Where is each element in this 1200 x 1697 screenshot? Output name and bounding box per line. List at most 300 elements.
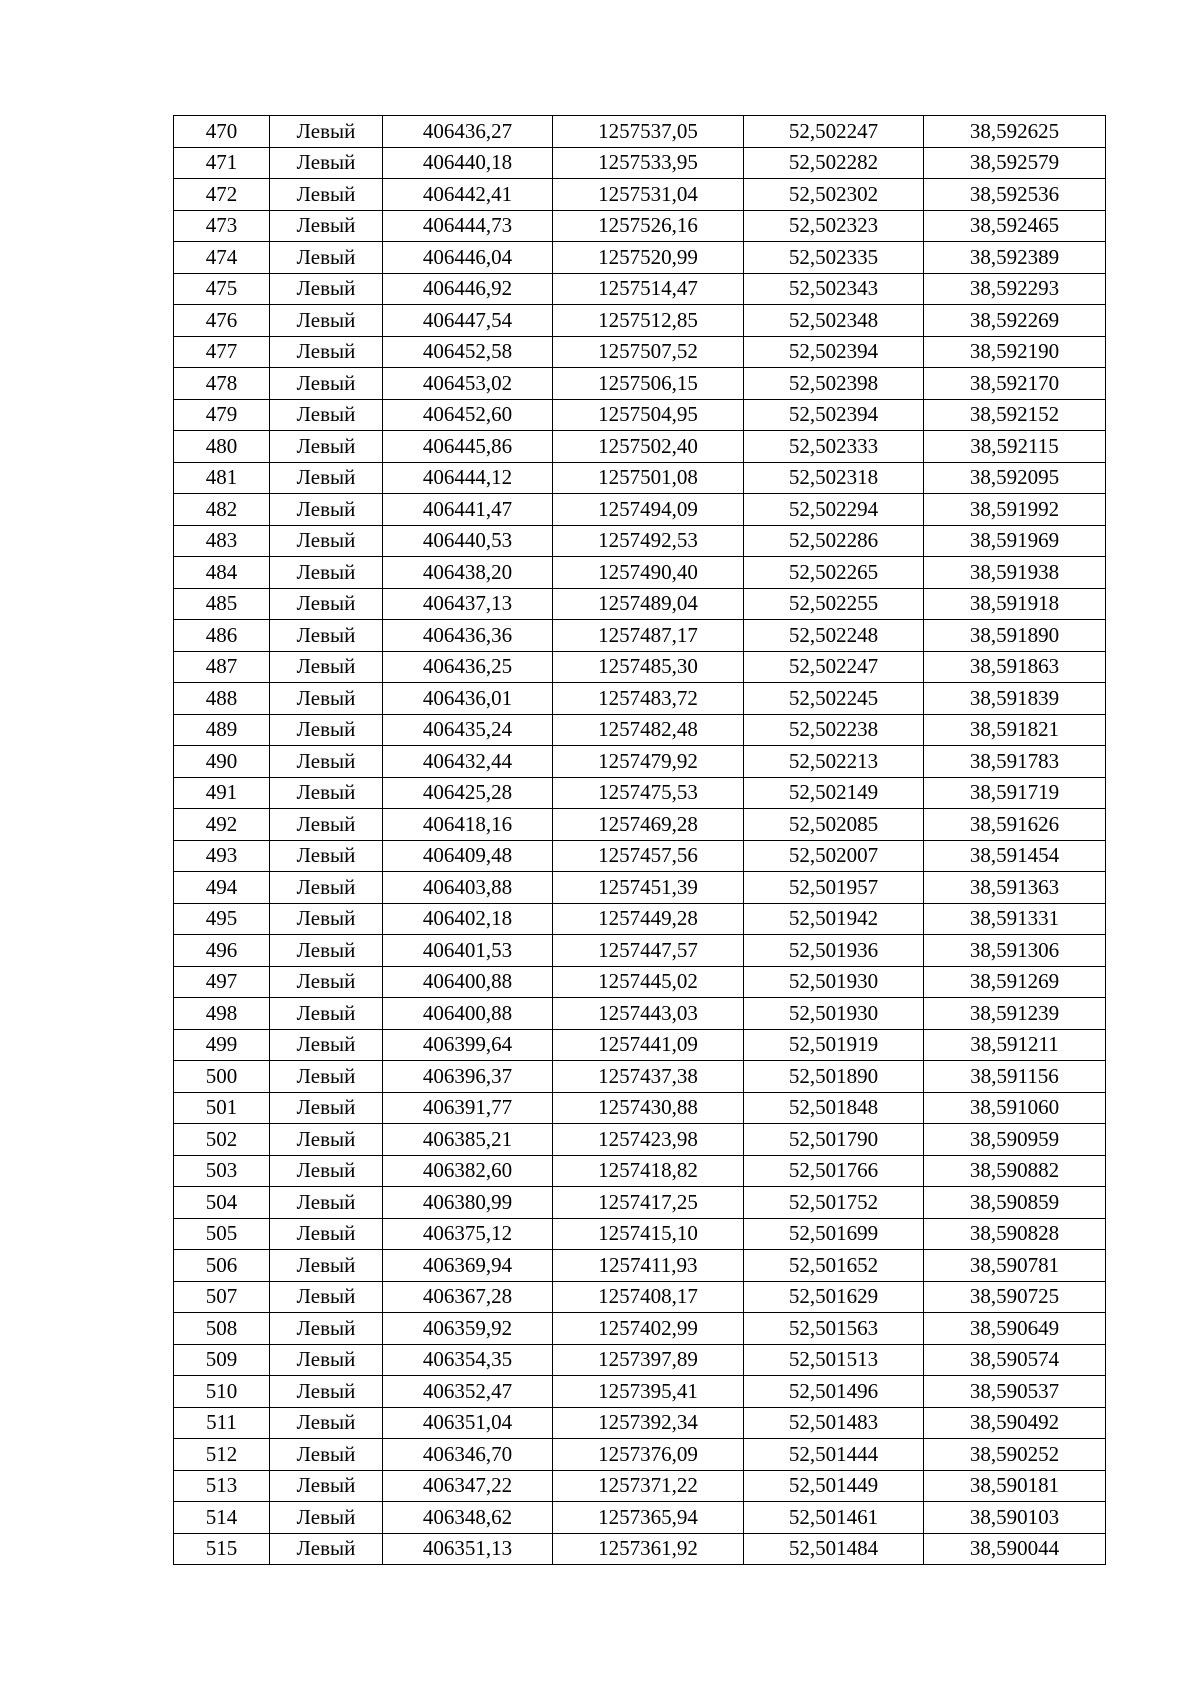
point-number-cell: 499 bbox=[174, 1029, 270, 1061]
table-row bbox=[174, 399, 1106, 431]
side-cell: Левый bbox=[270, 903, 383, 935]
longitude-cell: 38,592190 bbox=[924, 336, 1106, 368]
table-row bbox=[174, 777, 1106, 809]
x-coordinate-cell: 406438,20 bbox=[383, 557, 553, 589]
y-coordinate-cell: 1257397,89 bbox=[553, 1344, 744, 1376]
y-coordinate-cell: 1257526,16 bbox=[553, 210, 744, 242]
y-coordinate-cell: 1257504,95 bbox=[553, 399, 744, 431]
x-coordinate-cell: 406436,36 bbox=[383, 620, 553, 652]
side-cell: Левый bbox=[270, 462, 383, 494]
x-coordinate-cell: 406432,44 bbox=[383, 746, 553, 778]
side-cell: Левый bbox=[270, 1218, 383, 1250]
latitude-cell: 52,501957 bbox=[744, 872, 924, 904]
x-coordinate-cell: 406409,48 bbox=[383, 840, 553, 872]
y-coordinate-cell: 1257537,05 bbox=[553, 116, 744, 148]
table-row bbox=[174, 1313, 1106, 1345]
table-row bbox=[174, 494, 1106, 526]
longitude-cell: 38,591060 bbox=[924, 1092, 1106, 1124]
side-cell: Левый bbox=[270, 714, 383, 746]
y-coordinate-cell: 1257415,10 bbox=[553, 1218, 744, 1250]
longitude-cell: 38,590725 bbox=[924, 1281, 1106, 1313]
y-coordinate-cell: 1257502,40 bbox=[553, 431, 744, 463]
side-cell: Левый bbox=[270, 1313, 383, 1345]
y-coordinate-cell: 1257469,28 bbox=[553, 809, 744, 841]
longitude-cell: 38,591863 bbox=[924, 651, 1106, 683]
side-cell: Левый bbox=[270, 1061, 383, 1093]
table-row bbox=[174, 1439, 1106, 1471]
x-coordinate-cell: 406385,21 bbox=[383, 1124, 553, 1156]
y-coordinate-cell: 1257447,57 bbox=[553, 935, 744, 967]
side-cell: Левый bbox=[270, 494, 383, 526]
longitude-cell: 38,591306 bbox=[924, 935, 1106, 967]
x-coordinate-cell: 406351,13 bbox=[383, 1533, 553, 1565]
point-number-cell: 488 bbox=[174, 683, 270, 715]
point-number-cell: 475 bbox=[174, 273, 270, 305]
latitude-cell: 52,502323 bbox=[744, 210, 924, 242]
point-number-cell: 501 bbox=[174, 1092, 270, 1124]
y-coordinate-cell: 1257402,99 bbox=[553, 1313, 744, 1345]
longitude-cell: 38,592465 bbox=[924, 210, 1106, 242]
y-coordinate-cell: 1257479,92 bbox=[553, 746, 744, 778]
longitude-cell: 38,591363 bbox=[924, 872, 1106, 904]
x-coordinate-cell: 406446,04 bbox=[383, 242, 553, 274]
y-coordinate-cell: 1257418,82 bbox=[553, 1155, 744, 1187]
side-cell: Левый bbox=[270, 368, 383, 400]
latitude-cell: 52,501629 bbox=[744, 1281, 924, 1313]
y-coordinate-cell: 1257392,34 bbox=[553, 1407, 744, 1439]
y-coordinate-cell: 1257423,98 bbox=[553, 1124, 744, 1156]
latitude-cell: 52,502343 bbox=[744, 273, 924, 305]
side-cell: Левый bbox=[270, 210, 383, 242]
y-coordinate-cell: 1257408,17 bbox=[553, 1281, 744, 1313]
latitude-cell: 52,501652 bbox=[744, 1250, 924, 1282]
point-number-cell: 473 bbox=[174, 210, 270, 242]
x-coordinate-cell: 406400,88 bbox=[383, 998, 553, 1030]
x-coordinate-cell: 406437,13 bbox=[383, 588, 553, 620]
y-coordinate-cell: 1257490,40 bbox=[553, 557, 744, 589]
x-coordinate-cell: 406351,04 bbox=[383, 1407, 553, 1439]
longitude-cell: 38,591992 bbox=[924, 494, 1106, 526]
longitude-cell: 38,590103 bbox=[924, 1502, 1106, 1534]
x-coordinate-cell: 406452,60 bbox=[383, 399, 553, 431]
point-number-cell: 511 bbox=[174, 1407, 270, 1439]
latitude-cell: 52,502302 bbox=[744, 179, 924, 211]
side-cell: Левый bbox=[270, 1533, 383, 1565]
latitude-cell: 52,501513 bbox=[744, 1344, 924, 1376]
longitude-cell: 38,591839 bbox=[924, 683, 1106, 715]
longitude-cell: 38,590959 bbox=[924, 1124, 1106, 1156]
longitude-cell: 38,592170 bbox=[924, 368, 1106, 400]
latitude-cell: 52,502318 bbox=[744, 462, 924, 494]
latitude-cell: 52,502248 bbox=[744, 620, 924, 652]
side-cell: Левый bbox=[270, 1250, 383, 1282]
table-row bbox=[174, 1281, 1106, 1313]
longitude-cell: 38,591783 bbox=[924, 746, 1106, 778]
x-coordinate-cell: 406346,70 bbox=[383, 1439, 553, 1471]
table-row bbox=[174, 242, 1106, 274]
x-coordinate-cell: 406354,35 bbox=[383, 1344, 553, 1376]
latitude-cell: 52,501942 bbox=[744, 903, 924, 935]
longitude-cell: 38,590492 bbox=[924, 1407, 1106, 1439]
x-coordinate-cell: 406382,60 bbox=[383, 1155, 553, 1187]
point-number-cell: 477 bbox=[174, 336, 270, 368]
table-row bbox=[174, 588, 1106, 620]
latitude-cell: 52,501461 bbox=[744, 1502, 924, 1534]
latitude-cell: 52,502247 bbox=[744, 651, 924, 683]
longitude-cell: 38,592152 bbox=[924, 399, 1106, 431]
longitude-cell: 38,591239 bbox=[924, 998, 1106, 1030]
x-coordinate-cell: 406375,12 bbox=[383, 1218, 553, 1250]
latitude-cell: 52,501936 bbox=[744, 935, 924, 967]
point-number-cell: 502 bbox=[174, 1124, 270, 1156]
x-coordinate-cell: 406403,88 bbox=[383, 872, 553, 904]
latitude-cell: 52,502007 bbox=[744, 840, 924, 872]
latitude-cell: 52,502282 bbox=[744, 147, 924, 179]
y-coordinate-cell: 1257514,47 bbox=[553, 273, 744, 305]
y-coordinate-cell: 1257485,30 bbox=[553, 651, 744, 683]
longitude-cell: 38,592269 bbox=[924, 305, 1106, 337]
table-row bbox=[174, 872, 1106, 904]
side-cell: Левый bbox=[270, 588, 383, 620]
side-cell: Левый bbox=[270, 872, 383, 904]
table-row bbox=[174, 336, 1106, 368]
latitude-cell: 52,501563 bbox=[744, 1313, 924, 1345]
side-cell: Левый bbox=[270, 809, 383, 841]
latitude-cell: 52,502085 bbox=[744, 809, 924, 841]
table-row bbox=[174, 557, 1106, 589]
latitude-cell: 52,502335 bbox=[744, 242, 924, 274]
longitude-cell: 38,591821 bbox=[924, 714, 1106, 746]
point-number-cell: 485 bbox=[174, 588, 270, 620]
side-cell: Левый bbox=[270, 336, 383, 368]
side-cell: Левый bbox=[270, 840, 383, 872]
point-number-cell: 486 bbox=[174, 620, 270, 652]
y-coordinate-cell: 1257437,38 bbox=[553, 1061, 744, 1093]
longitude-cell: 38,591331 bbox=[924, 903, 1106, 935]
table-row bbox=[174, 1502, 1106, 1534]
side-cell: Левый bbox=[270, 1344, 383, 1376]
longitude-cell: 38,592389 bbox=[924, 242, 1106, 274]
side-cell: Левый bbox=[270, 1155, 383, 1187]
x-coordinate-cell: 406441,47 bbox=[383, 494, 553, 526]
latitude-cell: 52,502398 bbox=[744, 368, 924, 400]
side-cell: Левый bbox=[270, 242, 383, 274]
point-number-cell: 512 bbox=[174, 1439, 270, 1471]
y-coordinate-cell: 1257395,41 bbox=[553, 1376, 744, 1408]
x-coordinate-cell: 406391,77 bbox=[383, 1092, 553, 1124]
table-row bbox=[174, 998, 1106, 1030]
latitude-cell: 52,501930 bbox=[744, 998, 924, 1030]
point-number-cell: 513 bbox=[174, 1470, 270, 1502]
y-coordinate-cell: 1257520,99 bbox=[553, 242, 744, 274]
y-coordinate-cell: 1257441,09 bbox=[553, 1029, 744, 1061]
table-row bbox=[174, 1250, 1106, 1282]
side-cell: Левый bbox=[270, 1092, 383, 1124]
x-coordinate-cell: 406352,47 bbox=[383, 1376, 553, 1408]
side-cell: Левый bbox=[270, 1439, 383, 1471]
point-number-cell: 474 bbox=[174, 242, 270, 274]
longitude-cell: 38,591918 bbox=[924, 588, 1106, 620]
y-coordinate-cell: 1257494,09 bbox=[553, 494, 744, 526]
table-row bbox=[174, 683, 1106, 715]
point-number-cell: 484 bbox=[174, 557, 270, 589]
side-cell: Левый bbox=[270, 273, 383, 305]
side-cell: Левый bbox=[270, 683, 383, 715]
table-row bbox=[174, 210, 1106, 242]
longitude-cell: 38,590537 bbox=[924, 1376, 1106, 1408]
table-row bbox=[174, 179, 1106, 211]
side-cell: Левый bbox=[270, 1124, 383, 1156]
table-row bbox=[174, 1218, 1106, 1250]
longitude-cell: 38,592293 bbox=[924, 273, 1106, 305]
side-cell: Левый bbox=[270, 179, 383, 211]
point-number-cell: 481 bbox=[174, 462, 270, 494]
side-cell: Левый bbox=[270, 1407, 383, 1439]
table-row bbox=[174, 462, 1106, 494]
table-row bbox=[174, 273, 1106, 305]
table-row bbox=[174, 1187, 1106, 1219]
y-coordinate-cell: 1257365,94 bbox=[553, 1502, 744, 1534]
longitude-cell: 38,591938 bbox=[924, 557, 1106, 589]
y-coordinate-cell: 1257501,08 bbox=[553, 462, 744, 494]
side-cell: Левый bbox=[270, 1029, 383, 1061]
side-cell: Левый bbox=[270, 966, 383, 998]
point-number-cell: 497 bbox=[174, 966, 270, 998]
latitude-cell: 52,502394 bbox=[744, 336, 924, 368]
latitude-cell: 52,501790 bbox=[744, 1124, 924, 1156]
table-row bbox=[174, 1029, 1106, 1061]
x-coordinate-cell: 406444,12 bbox=[383, 462, 553, 494]
point-number-cell: 493 bbox=[174, 840, 270, 872]
table-row bbox=[174, 966, 1106, 998]
longitude-cell: 38,592625 bbox=[924, 116, 1106, 148]
table-row bbox=[174, 809, 1106, 841]
side-cell: Левый bbox=[270, 147, 383, 179]
longitude-cell: 38,590781 bbox=[924, 1250, 1106, 1282]
latitude-cell: 52,501496 bbox=[744, 1376, 924, 1408]
point-number-cell: 503 bbox=[174, 1155, 270, 1187]
longitude-cell: 38,592536 bbox=[924, 179, 1106, 211]
table-row bbox=[174, 620, 1106, 652]
y-coordinate-cell: 1257487,17 bbox=[553, 620, 744, 652]
longitude-cell: 38,592579 bbox=[924, 147, 1106, 179]
table-row bbox=[174, 903, 1106, 935]
table-row bbox=[174, 840, 1106, 872]
x-coordinate-cell: 406442,41 bbox=[383, 179, 553, 211]
table-row bbox=[174, 1344, 1106, 1376]
latitude-cell: 52,502348 bbox=[744, 305, 924, 337]
x-coordinate-cell: 406396,37 bbox=[383, 1061, 553, 1093]
side-cell: Левый bbox=[270, 998, 383, 1030]
latitude-cell: 52,501484 bbox=[744, 1533, 924, 1565]
point-number-cell: 495 bbox=[174, 903, 270, 935]
table-row bbox=[174, 1470, 1106, 1502]
table-row bbox=[174, 305, 1106, 337]
point-number-cell: 478 bbox=[174, 368, 270, 400]
latitude-cell: 52,502394 bbox=[744, 399, 924, 431]
side-cell: Левый bbox=[270, 557, 383, 589]
longitude-cell: 38,591211 bbox=[924, 1029, 1106, 1061]
latitude-cell: 52,501848 bbox=[744, 1092, 924, 1124]
x-coordinate-cell: 406425,28 bbox=[383, 777, 553, 809]
table-row bbox=[174, 1155, 1106, 1187]
side-cell: Левый bbox=[270, 1281, 383, 1313]
y-coordinate-cell: 1257376,09 bbox=[553, 1439, 744, 1471]
y-coordinate-cell: 1257533,95 bbox=[553, 147, 744, 179]
point-number-cell: 498 bbox=[174, 998, 270, 1030]
coordinates-table-body bbox=[174, 116, 1106, 1565]
side-cell: Левый bbox=[270, 935, 383, 967]
side-cell: Левый bbox=[270, 651, 383, 683]
latitude-cell: 52,501752 bbox=[744, 1187, 924, 1219]
latitude-cell: 52,501930 bbox=[744, 966, 924, 998]
point-number-cell: 494 bbox=[174, 872, 270, 904]
longitude-cell: 38,591626 bbox=[924, 809, 1106, 841]
point-number-cell: 489 bbox=[174, 714, 270, 746]
x-coordinate-cell: 406418,16 bbox=[383, 809, 553, 841]
x-coordinate-cell: 406367,28 bbox=[383, 1281, 553, 1313]
y-coordinate-cell: 1257449,28 bbox=[553, 903, 744, 935]
side-cell: Левый bbox=[270, 431, 383, 463]
point-number-cell: 479 bbox=[174, 399, 270, 431]
point-number-cell: 491 bbox=[174, 777, 270, 809]
longitude-cell: 38,591890 bbox=[924, 620, 1106, 652]
table-row bbox=[174, 525, 1106, 557]
latitude-cell: 52,502255 bbox=[744, 588, 924, 620]
point-number-cell: 483 bbox=[174, 525, 270, 557]
point-number-cell: 471 bbox=[174, 147, 270, 179]
point-number-cell: 514 bbox=[174, 1502, 270, 1534]
x-coordinate-cell: 406436,25 bbox=[383, 651, 553, 683]
x-coordinate-cell: 406436,01 bbox=[383, 683, 553, 715]
side-cell: Левый bbox=[270, 399, 383, 431]
latitude-cell: 52,502149 bbox=[744, 777, 924, 809]
latitude-cell: 52,502265 bbox=[744, 557, 924, 589]
table-row bbox=[174, 368, 1106, 400]
latitude-cell: 52,501444 bbox=[744, 1439, 924, 1471]
point-number-cell: 507 bbox=[174, 1281, 270, 1313]
y-coordinate-cell: 1257483,72 bbox=[553, 683, 744, 715]
side-cell: Левый bbox=[270, 1376, 383, 1408]
side-cell: Левый bbox=[270, 305, 383, 337]
latitude-cell: 52,502294 bbox=[744, 494, 924, 526]
table-row bbox=[174, 1092, 1106, 1124]
longitude-cell: 38,590574 bbox=[924, 1344, 1106, 1376]
y-coordinate-cell: 1257371,22 bbox=[553, 1470, 744, 1502]
x-coordinate-cell: 406447,54 bbox=[383, 305, 553, 337]
table-row bbox=[174, 116, 1106, 148]
x-coordinate-cell: 406359,92 bbox=[383, 1313, 553, 1345]
x-coordinate-cell: 406453,02 bbox=[383, 368, 553, 400]
latitude-cell: 52,501890 bbox=[744, 1061, 924, 1093]
side-cell: Левый bbox=[270, 746, 383, 778]
x-coordinate-cell: 406435,24 bbox=[383, 714, 553, 746]
point-number-cell: 470 bbox=[174, 116, 270, 148]
x-coordinate-cell: 406446,92 bbox=[383, 273, 553, 305]
y-coordinate-cell: 1257411,93 bbox=[553, 1250, 744, 1282]
longitude-cell: 38,592115 bbox=[924, 431, 1106, 463]
point-number-cell: 500 bbox=[174, 1061, 270, 1093]
table-row bbox=[174, 1124, 1106, 1156]
table-row bbox=[174, 1376, 1106, 1408]
y-coordinate-cell: 1257361,92 bbox=[553, 1533, 744, 1565]
side-cell: Левый bbox=[270, 1470, 383, 1502]
x-coordinate-cell: 406402,18 bbox=[383, 903, 553, 935]
table-row bbox=[174, 714, 1106, 746]
point-number-cell: 508 bbox=[174, 1313, 270, 1345]
y-coordinate-cell: 1257457,56 bbox=[553, 840, 744, 872]
longitude-cell: 38,590044 bbox=[924, 1533, 1106, 1565]
x-coordinate-cell: 406369,94 bbox=[383, 1250, 553, 1282]
latitude-cell: 52,501766 bbox=[744, 1155, 924, 1187]
point-number-cell: 490 bbox=[174, 746, 270, 778]
table-row bbox=[174, 147, 1106, 179]
point-number-cell: 510 bbox=[174, 1376, 270, 1408]
point-number-cell: 504 bbox=[174, 1187, 270, 1219]
x-coordinate-cell: 406380,99 bbox=[383, 1187, 553, 1219]
x-coordinate-cell: 406452,58 bbox=[383, 336, 553, 368]
table-row bbox=[174, 1533, 1106, 1565]
table-row bbox=[174, 431, 1106, 463]
table-row bbox=[174, 935, 1106, 967]
latitude-cell: 52,501919 bbox=[744, 1029, 924, 1061]
point-number-cell: 487 bbox=[174, 651, 270, 683]
side-cell: Левый bbox=[270, 1502, 383, 1534]
x-coordinate-cell: 406440,18 bbox=[383, 147, 553, 179]
point-number-cell: 480 bbox=[174, 431, 270, 463]
y-coordinate-cell: 1257430,88 bbox=[553, 1092, 744, 1124]
x-coordinate-cell: 406401,53 bbox=[383, 935, 553, 967]
latitude-cell: 52,501699 bbox=[744, 1218, 924, 1250]
x-coordinate-cell: 406444,73 bbox=[383, 210, 553, 242]
side-cell: Левый bbox=[270, 116, 383, 148]
latitude-cell: 52,502286 bbox=[744, 525, 924, 557]
side-cell: Левый bbox=[270, 620, 383, 652]
point-number-cell: 472 bbox=[174, 179, 270, 211]
table-row bbox=[174, 1061, 1106, 1093]
point-number-cell: 476 bbox=[174, 305, 270, 337]
coordinates-table bbox=[173, 115, 1106, 1565]
latitude-cell: 52,502213 bbox=[744, 746, 924, 778]
longitude-cell: 38,590828 bbox=[924, 1218, 1106, 1250]
point-number-cell: 515 bbox=[174, 1533, 270, 1565]
longitude-cell: 38,590181 bbox=[924, 1470, 1106, 1502]
point-number-cell: 492 bbox=[174, 809, 270, 841]
y-coordinate-cell: 1257489,04 bbox=[553, 588, 744, 620]
side-cell: Левый bbox=[270, 1187, 383, 1219]
longitude-cell: 38,590882 bbox=[924, 1155, 1106, 1187]
point-number-cell: 509 bbox=[174, 1344, 270, 1376]
latitude-cell: 52,501483 bbox=[744, 1407, 924, 1439]
longitude-cell: 38,590859 bbox=[924, 1187, 1106, 1219]
table-row bbox=[174, 746, 1106, 778]
longitude-cell: 38,591269 bbox=[924, 966, 1106, 998]
side-cell: Левый bbox=[270, 525, 383, 557]
point-number-cell: 505 bbox=[174, 1218, 270, 1250]
y-coordinate-cell: 1257492,53 bbox=[553, 525, 744, 557]
latitude-cell: 52,501449 bbox=[744, 1470, 924, 1502]
x-coordinate-cell: 406348,62 bbox=[383, 1502, 553, 1534]
x-coordinate-cell: 406440,53 bbox=[383, 525, 553, 557]
longitude-cell: 38,591156 bbox=[924, 1061, 1106, 1093]
y-coordinate-cell: 1257512,85 bbox=[553, 305, 744, 337]
table-row bbox=[174, 651, 1106, 683]
y-coordinate-cell: 1257451,39 bbox=[553, 872, 744, 904]
longitude-cell: 38,591454 bbox=[924, 840, 1106, 872]
latitude-cell: 52,502238 bbox=[744, 714, 924, 746]
longitude-cell: 38,591969 bbox=[924, 525, 1106, 557]
x-coordinate-cell: 406400,88 bbox=[383, 966, 553, 998]
